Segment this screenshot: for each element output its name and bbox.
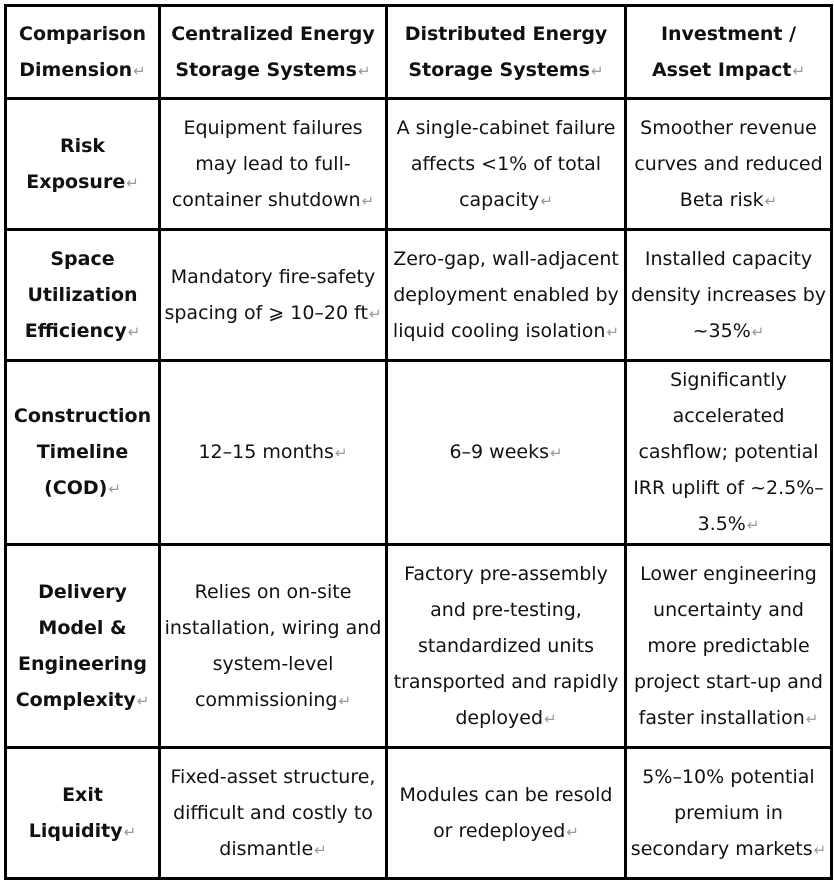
table-row [6,748,832,879]
distributed-cell [387,545,626,748]
cell-text: Space Utilization Efficiency [24,247,138,342]
header-cell [626,6,832,99]
paragraph-mark: ↵ [133,61,146,80]
cell-text: Risk Exposure [26,134,126,193]
cell-text: Modules can be resold or redeployed [399,783,613,842]
cell-text: Exit Liquidity [28,783,123,842]
distributed-cell [387,361,626,545]
paragraph-mark: ↵ [361,191,375,210]
paragraph-mark: ↵ [358,61,371,80]
header-text: Comparison Dimension [19,22,146,81]
cell-text: Delivery Model & Engineering Complexity [15,580,147,711]
centralized-cell [160,230,387,361]
paragraph-mark: ↵ [136,691,150,710]
cell-text: Smoother revenue curves and reduced Beta risk [634,116,823,211]
paragraph-mark: ↵ [764,191,778,210]
paragraph-mark: ↵ [805,709,819,728]
cell-text: Factory pre-assembly and pre-testing, standardized units transported and rapidly deployed [393,562,619,729]
centralized-cell [160,361,387,545]
paragraph-mark: ↵ [549,444,563,462]
table-header-row [6,6,832,99]
table-row [6,99,832,230]
paragraph-mark: ↵ [751,322,765,341]
cell-text: 6–9 weeks [449,441,549,463]
cell-text: Zero-gap, wall-adjacent deployment enabled by liquid cooling isolation [392,247,619,342]
table-row [6,545,832,748]
distributed-cell [387,748,626,879]
cell-text: Equipment failures may lead to full-container shutdown [171,116,363,211]
paragraph-mark: ↵ [334,444,348,462]
dimension-cell [6,545,160,748]
table-row [6,230,832,361]
paragraph-mark: ↵ [368,304,382,323]
comparison-table [4,4,833,880]
header-cell [6,6,160,99]
cell-text: Fixed-asset structure, difficult and costly to dismantle [170,765,376,860]
centralized-cell [160,748,387,879]
paragraph-mark: ↵ [606,322,620,341]
header-text: Investment / Asset Impact [651,22,797,81]
cell-text: A single-cabinet failure affects <1% of total capacity [396,116,616,211]
table-row [6,361,832,545]
paragraph-mark: ↵ [792,61,806,80]
impact-cell [626,99,832,230]
distributed-cell [387,230,626,361]
dimension-cell [6,748,160,879]
cell-text: 12–15 months [198,441,334,463]
cell-text: 5%–10% potential premium in secondary markets [630,765,815,860]
distributed-cell [387,99,626,230]
paragraph-mark: ↵ [813,840,827,859]
paragraph-mark: ↵ [108,480,121,498]
cell-text: Mandatory fire-safety spacing of ⩾ 10–20 ft [164,265,376,324]
dimension-cell [6,230,160,361]
paragraph-mark: ↵ [540,191,553,210]
paragraph-mark: ↵ [123,822,137,841]
paragraph-mark: ↵ [746,516,760,534]
header-cell [387,6,626,99]
dimension-cell [6,99,160,230]
impact-cell [626,361,832,545]
centralized-cell [160,545,387,748]
cell-text: Installed capacity density increases by ~35% [630,247,827,342]
header-text: Distributed Energy Storage Systems [404,22,608,81]
paragraph-mark: ↵ [126,173,139,192]
header-text: Centralized Energy Storage Systems [171,22,375,81]
paragraph-mark: ↵ [127,322,141,341]
paragraph-mark: ↵ [314,840,327,859]
impact-cell [626,230,832,361]
header-cell [160,6,387,99]
dimension-cell [6,361,160,545]
paragraph-mark: ↵ [566,822,579,841]
centralized-cell [160,99,387,230]
paragraph-mark: ↵ [544,709,557,728]
paragraph-mark: ↵ [338,691,352,710]
cell-text: Relies on on-site installation, wiring and system-level commissioning [164,580,382,711]
cell-text: Construction Timeline (COD) [13,405,152,499]
paragraph-mark: ↵ [591,61,604,80]
impact-cell [626,748,832,879]
cell-text: Significantly accelerated cashflow; potential IRR uplift of ~2.5%–3.5% [633,369,824,535]
impact-cell [626,545,832,748]
cell-text: Lower engineering uncertainty and more predictable project start-up and faster installation [634,562,823,729]
